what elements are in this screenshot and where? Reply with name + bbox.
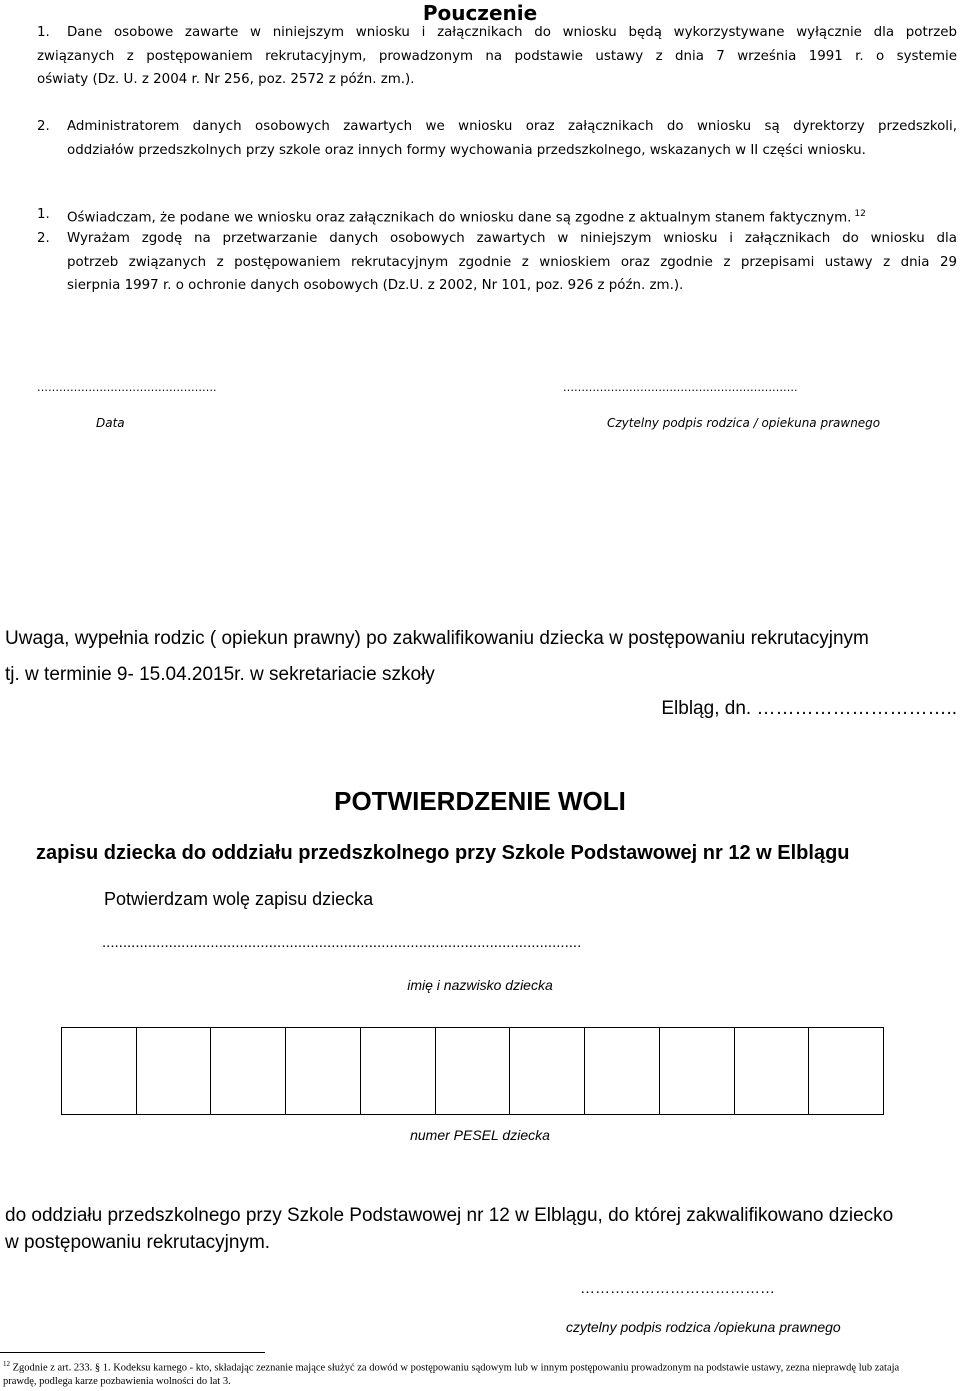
- oswiadczenie-item-2-line: sierpnia 1997 r. o ochronie danych osobowych (Dz.U. z 2002, Nr 101, poz. 926 z późn. zm.).: [67, 278, 684, 293]
- pesel-digit-box[interactable]: [361, 1028, 436, 1115]
- date-label: Data: [96, 416, 125, 430]
- final-statement-line-2: w postępowaniu rekrutacyjnym.: [5, 1232, 271, 1253]
- date-signature-line: ………………………………………….: [37, 381, 217, 394]
- footnote-line-1: [3, 1360, 899, 1374]
- oswiadczenie-item-2-text: [67, 227, 957, 251]
- parent-signature-line-2: …………………………………: [580, 1280, 775, 1297]
- confirmation-subheading: zapisu dziecka do oddziału przedszkolnego przy Szkole Podstawowej nr 12 w Elblągu: [36, 842, 850, 864]
- place-and-date: Elbląg, dn. …………………………..: [661, 698, 957, 719]
- pouczenie-item-1-text: [67, 21, 957, 45]
- footnote-reference: 12: [854, 209, 866, 219]
- pouczenie-item-2-continuation: [67, 139, 957, 163]
- oswiadczenie-item-2-line: potrzeb związanych z postępowaniem rekrutacyjnym zgodnie z wnioskiem oraz zgodnie z przepisami ustawy z dnia 29: [67, 254, 957, 270]
- uwaga-note-line-1: Uwaga, wypełnia rodzic ( opiekun prawny) po zakwalifikowaniu dziecka w postępowaniu rekrutacyjnym: [5, 628, 869, 649]
- pesel-digit-box[interactable]: [286, 1028, 361, 1115]
- pouczenie-item-1-line: Dane osobowe zawarte w niniejszym wniosku i załącznikach do wniosku będą wykorzystywane wyłącznie dla potrzeb: [67, 25, 957, 40]
- pouczenie-item-2-line: Administratorem danych osobowych zawartych we wniosku oraz załącznikach do wniosku są dyrektorzy przedszkoli,: [67, 119, 957, 134]
- child-name-label: imię i nazwisko dziecka: [407, 977, 553, 993]
- pesel-label: numer PESEL dziecka: [410, 1127, 550, 1143]
- pesel-digit-box[interactable]: [809, 1028, 884, 1115]
- oswiadczenie-item-1-number: 1.: [37, 207, 50, 222]
- oswiadczenie-item-2-continuation: [67, 251, 957, 298]
- footnote-mark: 12: [3, 1360, 10, 1368]
- pouczenie-item-2-text: [67, 115, 957, 139]
- pouczenie-item-1-line: oświaty (Dz. U. z 2004 r. Nr 256, poz. 2572 z późn. zm.).: [37, 72, 415, 87]
- pouczenie-item-1-number: 1.: [37, 25, 50, 40]
- oswiadczenie-item-2-number: 2.: [37, 231, 50, 246]
- pesel-digit-box[interactable]: [510, 1028, 585, 1115]
- pesel-digit-box[interactable]: [735, 1028, 810, 1115]
- footnote-separator: [0, 1352, 265, 1353]
- page-title: Pouczenie: [422, 1, 538, 25]
- confirmation-text: Potwierdzam wolę zapisu dziecka: [104, 889, 374, 909]
- pesel-digit-box[interactable]: [436, 1028, 511, 1115]
- oswiadczenie-item-1-text: [67, 203, 866, 230]
- pesel-boxes[interactable]: [61, 1027, 884, 1115]
- pouczenie-item-2-line: oddziałów przedszkolnych przy szkole oraz innych formy wychowania przedszkolnego, wskazanych w II części wniosku.: [67, 142, 866, 158]
- pesel-digit-box[interactable]: [62, 1028, 137, 1115]
- uwaga-note-line-2: tj. w terminie 9- 15.04.2015r. w sekretariacie szkoły: [5, 664, 435, 685]
- confirmation-heading: POTWIERDZENIE WOLI: [334, 786, 626, 816]
- parent-signature-label: Czytelny podpis rodzica / opiekuna prawnego: [607, 416, 881, 430]
- pesel-digit-box[interactable]: [585, 1028, 660, 1115]
- footnote-text: Zgodnie z art. 233. § 1. Kodeksu karnego - kto, składając zeznanie mające służyć za dowód w postępowaniu sądowym lub w innym postępowaniu prowadzonym na podstawie ustawy, zezna nieprawdę lub zataja: [12, 1362, 900, 1374]
- parent-signature-label-2: czytelny podpis rodzica /opiekuna prawnego: [566, 1319, 841, 1335]
- final-statement-line-1: do oddziału przedszkolnego przy Szkole Podstawowej nr 12 w Elblągu, do której zakwalifikowano dziecko: [5, 1205, 894, 1226]
- pesel-digit-box[interactable]: [211, 1028, 286, 1115]
- pouczenie-item-1-line: związanych z postępowaniem rekrutacyjnym, prowadzonym na podstawie ustawy z dnia 7 września 1991 r. o systemie: [37, 48, 957, 64]
- child-name-field: ...................................................................................................................: [102, 934, 582, 951]
- pesel-digit-box[interactable]: [137, 1028, 212, 1115]
- oswiadczenie-item-1-sentence: Oświadczam, że podane we wniosku oraz załącznikach do wniosku dane są zgodne z aktualnym stanem faktycznym.: [67, 210, 852, 226]
- footnote-line-2: prawdę, podlega karze pozbawienia wolności do lat 3.: [3, 1376, 231, 1387]
- pouczenie-item-1-continuation: [37, 45, 957, 92]
- parent-signature-line: ……………………………………………………….: [563, 381, 798, 394]
- oswiadczenie-item-2-line: Wyrażam zgodę na przetwarzanie danych osobowych zawartych w niniejszym wniosku i załącznikach do wniosku dla: [67, 231, 957, 246]
- pesel-digit-box[interactable]: [660, 1028, 735, 1115]
- pouczenie-item-2-number: 2.: [37, 119, 50, 134]
